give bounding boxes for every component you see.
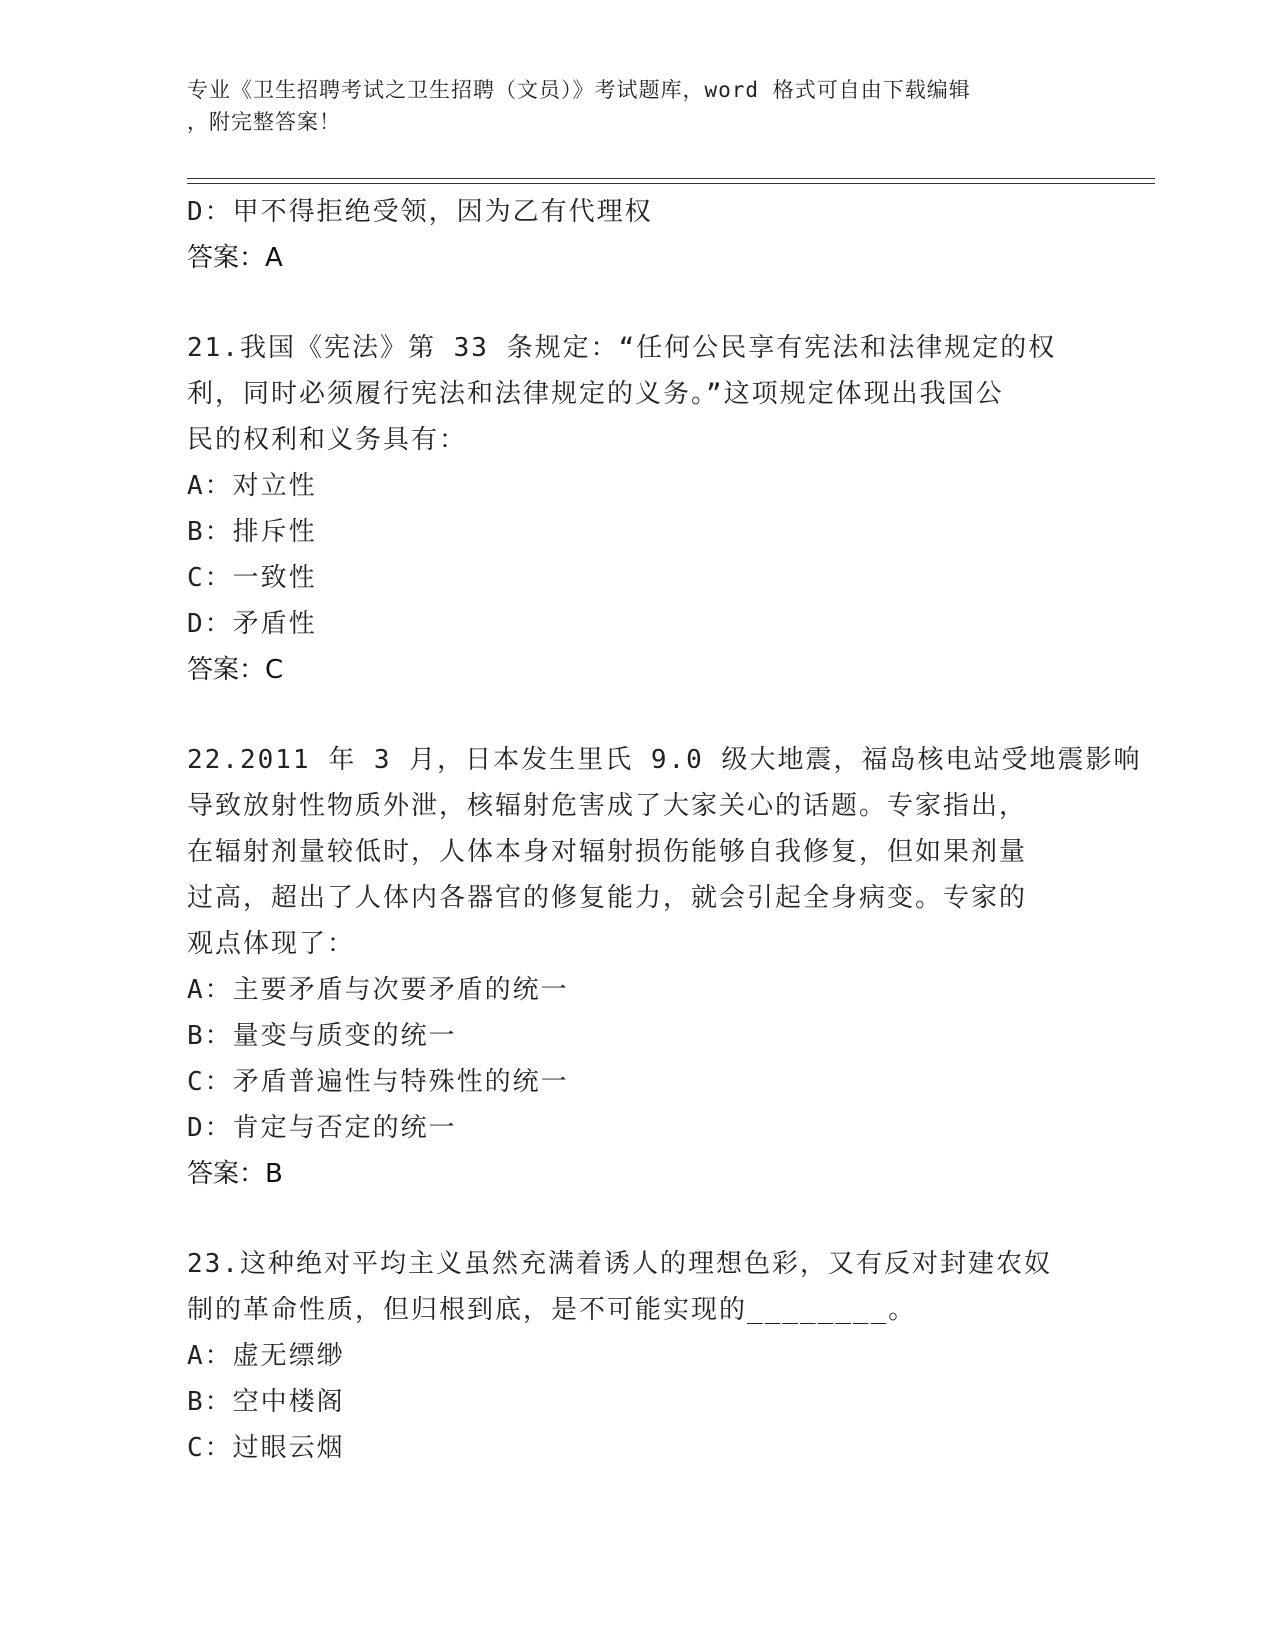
question-stem-line: 制的革命性质，但归根到底，是不可能实现的________。 [187,1295,917,1325]
spacer [187,1197,1087,1241]
option-b: B：量变与质变的统一 [187,1021,457,1051]
answer-line: 答案：B [187,1159,283,1189]
option-c: C：过眼云烟 [187,1433,345,1463]
question-stem-line: 23.这种绝对平均主义虽然充满着诱人的理想色彩，又有反对封建农奴 [187,1249,1052,1279]
header-line-2: ，附完整答案！ [187,110,341,134]
option-a: A：虚无缥缈 [187,1341,345,1371]
question-stem-line: 观点体现了： [187,929,356,959]
question-stem-line: 利，同时必须履行宪法和法律规定的义务。”这项规定体现出我国公 [187,379,1004,409]
header-line-1: 专业《卫生招聘考试之卫生招聘（文员）》考试题库，word 格式可自由下载编辑 [187,78,971,102]
option-c: C：一致性 [187,563,317,593]
spacer [187,281,1087,325]
question-stem-line: 21.我国《宪法》第 33 条规定：“任何公民享有宪法和法律规定的权 [187,333,1057,363]
answer-line: 答案：A [187,243,283,273]
question-stem-line: 22.2011 年 3 月，日本发生里氏 9.0 级大地震，福岛核电站受地震影响 [187,745,1142,775]
option-d: D：甲不得拒绝受领，因为乙有代理权 [187,197,653,227]
question-21 [187,325,1087,693]
question-stem-line: 导致放射性物质外泄，核辐射危害成了大家关心的话题。专家指出， [187,791,1028,821]
question-stem-line: 过高，超出了人体内各器官的修复能力，就会引起全身病变。专家的 [187,883,1028,913]
document-header [187,74,1067,138]
answer-line: 答案：C [187,655,284,685]
document-body [187,189,1142,1471]
option-c: C：矛盾普遍性与特殊性的统一 [187,1067,569,1097]
question-stem-line: 民的权利和义务具有： [187,425,468,455]
question-20-tail [187,189,1087,281]
option-b: B：空中楼阁 [187,1387,345,1417]
option-a: A：主要矛盾与次要矛盾的统一 [187,975,569,1005]
header-divider-bottom [187,183,1155,184]
option-a: A：对立性 [187,471,317,501]
question-23 [187,1241,1087,1471]
header-divider-top [187,178,1155,179]
option-b: B：排斥性 [187,517,317,547]
question-stem-line: 在辐射剂量较低时，人体本身对辐射损伤能够自我修复，但如果剂量 [187,837,1028,867]
spacer [187,693,1087,737]
option-d: D：矛盾性 [187,609,317,639]
question-22 [187,737,1142,1197]
option-d: D：肯定与否定的统一 [187,1113,457,1143]
